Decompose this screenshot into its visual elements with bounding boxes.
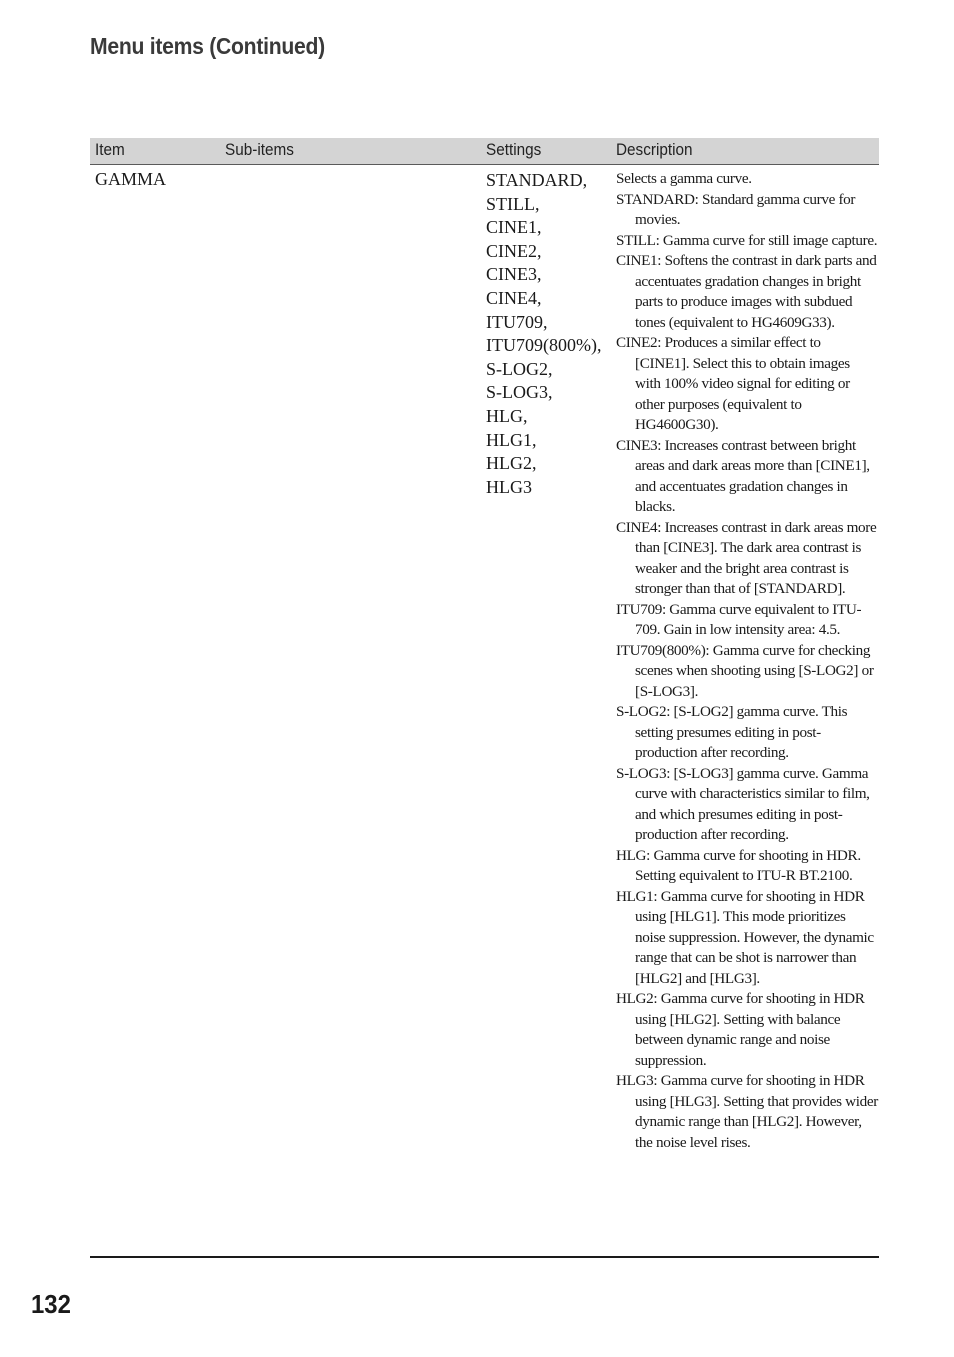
column-header-description: Description bbox=[616, 140, 693, 159]
item-cell: GAMMA bbox=[95, 169, 167, 189]
description-entry: ITU709(800%): Gamma curve for checking scenes when shooting using [S-LOG2] or [S-LOG3]. bbox=[616, 641, 874, 700]
setting-option: HLG3 bbox=[486, 476, 532, 497]
setting-option: S-LOG2, bbox=[486, 358, 553, 379]
setting-option: HLG2, bbox=[486, 453, 537, 474]
table-header-row bbox=[90, 138, 879, 165]
description-entry: HLG2: Gamma curve for shooting in HDR using [HLG2]. Setting with balance between dynamic range and noise suppression. bbox=[616, 990, 865, 1069]
setting-option: STILL, bbox=[486, 193, 540, 214]
setting-option: CINE1, bbox=[486, 217, 542, 238]
setting-option: CINE4, bbox=[486, 287, 542, 308]
description-entry: S-LOG3: [S-LOG3] gamma curve. Gamma curve with characteristics similar to film, and which presumes editing in post-production after recording. bbox=[616, 764, 870, 843]
description-entry: STILL: Gamma curve for still image capture. bbox=[616, 231, 878, 249]
column-header-settings: Settings bbox=[486, 140, 542, 159]
description-entry: CINE4: Increases contrast in dark areas more than [CINE3]. The dark area contrast is weaker and the bright area contrast is stronger than that of [STANDARD]. bbox=[616, 518, 877, 597]
description-entry: HLG1: Gamma curve for shooting in HDR using [HLG1]. This mode prioritizes noise suppression. However, the dynamic range that can be shot is narrower than [HLG2] and [HLG3]. bbox=[616, 887, 874, 987]
description-entry: STANDARD: Standard gamma curve for movies. bbox=[616, 190, 856, 228]
setting-option: ITU709(800%), bbox=[486, 335, 602, 356]
description-entry: S-LOG2: [S-LOG2] gamma curve. This setting presumes editing in post-production after recording. bbox=[616, 703, 848, 761]
description-entry: ITU709: Gamma curve equivalent to ITU-709. Gain in low intensity area: 4.5. bbox=[616, 600, 862, 638]
menu-items-table bbox=[90, 138, 879, 1258]
setting-option: ITU709, bbox=[486, 311, 548, 332]
page-title: Menu items (Continued) bbox=[90, 33, 325, 59]
description-entry: CINE1: Softens the contrast in dark parts and accentuates gradation changes in bright parts to produce images with subdued tones (equivalent to HG4609G33). bbox=[616, 252, 877, 331]
setting-option: HLG1, bbox=[486, 429, 537, 450]
setting-option: CINE2, bbox=[486, 240, 542, 261]
setting-option: S-LOG3, bbox=[486, 382, 553, 403]
column-header-sub-items: Sub-items bbox=[225, 140, 294, 159]
description-list bbox=[616, 190, 878, 1154]
description-cell bbox=[616, 169, 878, 1153]
setting-option: CINE3, bbox=[486, 264, 542, 285]
table-row bbox=[90, 165, 879, 1258]
description-intro: Selects a gamma curve. bbox=[616, 170, 752, 187]
setting-option: STANDARD, bbox=[486, 170, 588, 190]
description-entry: CINE2: Produces a similar effect to [CINE1]. Select this to obtain images with 100% video signal for editing or other purposes (equivalent to HG4600G30). bbox=[616, 334, 850, 433]
description-entry: HLG: Gamma curve for shooting in HDR. Setting equivalent to ITU-R BT.2100. bbox=[616, 846, 861, 884]
page-number: 132 bbox=[31, 1289, 71, 1319]
description-entry: CINE3: Increases contrast between bright areas and dark areas more than [CINE1], and accentuates gradation changes in blacks. bbox=[616, 436, 870, 515]
setting-option: HLG, bbox=[486, 405, 528, 426]
description-entry: HLG3: Gamma curve for shooting in HDR using [HLG3]. Setting that provides wider dynamic range than [HLG2]. However, the noise level rises. bbox=[616, 1072, 878, 1151]
settings-cell bbox=[486, 169, 601, 499]
column-header-item: Item bbox=[95, 140, 125, 159]
